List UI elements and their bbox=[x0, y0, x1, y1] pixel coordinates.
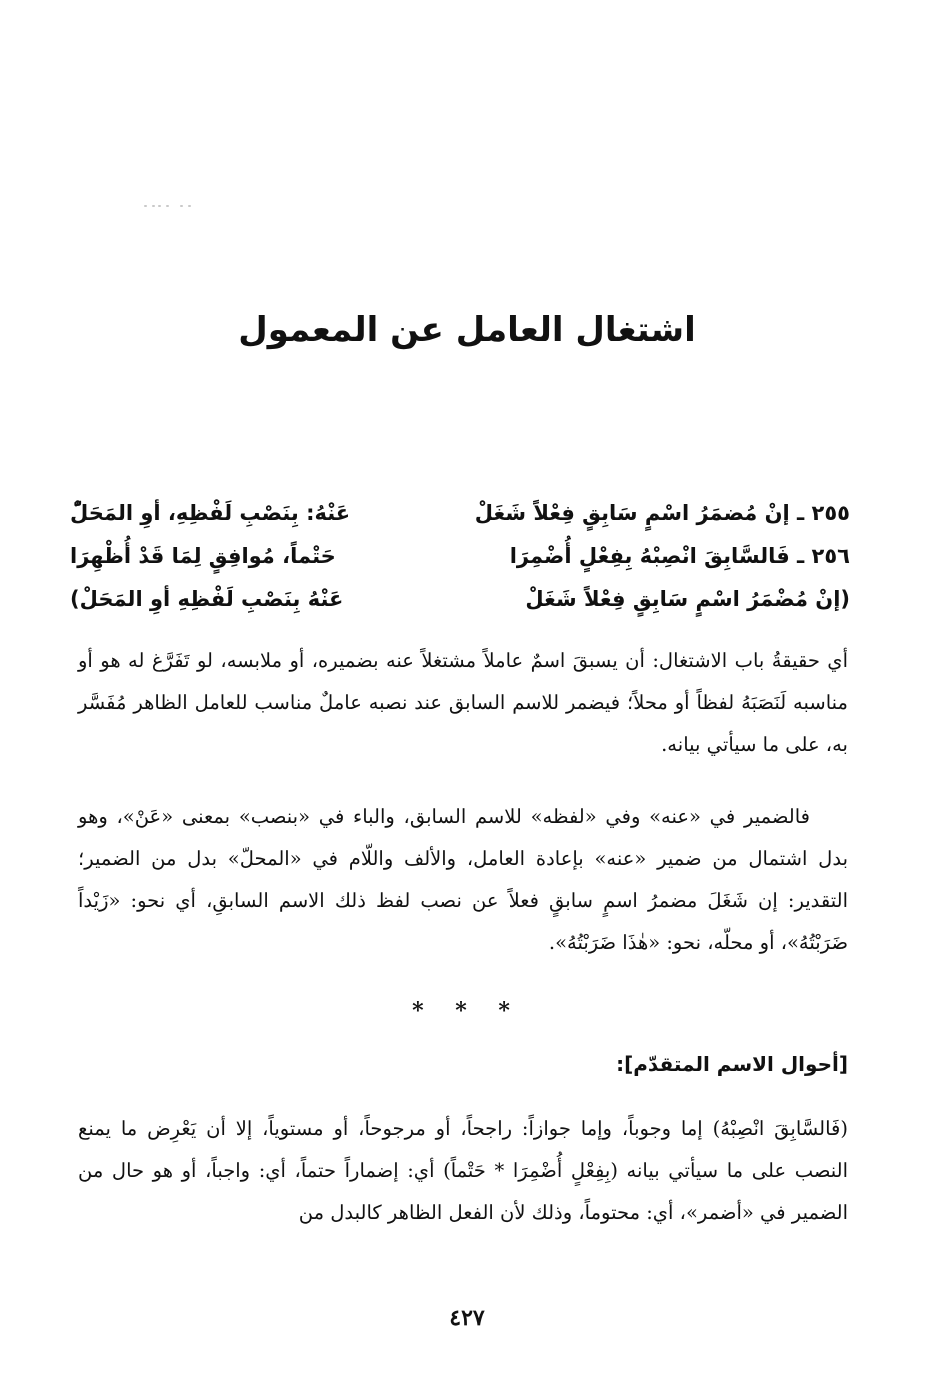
verse-second-hemistich: عَنْهُ بِنَصْبِ لَفْظِهِ أوِ المَحَلْ) bbox=[70, 587, 344, 611]
verse-second-hemistich: عَنْهُ: بِنَصْبِ لَفْظِهِ، أوِ المَحَلّْ bbox=[70, 501, 351, 525]
verse-first-hemistich: (إنْ مُضْمَرُ اسْمٍ سَابِقٍ فِعْلاً شَغَلْ bbox=[525, 587, 850, 611]
chapter-title: اشتغال العامل عن المعمول bbox=[238, 310, 696, 350]
verse-line bbox=[70, 535, 850, 578]
verse-first-hemistich: ٢٥٦ ـ فَالسَّابِقَ انْصِبْهُ بِفِعْلٍ أُضْمِرَا bbox=[509, 544, 850, 568]
section-heading: [أحوال الاسم المتقدّم]: bbox=[616, 1052, 848, 1076]
verse-block bbox=[70, 492, 850, 621]
section-separator: * * * bbox=[412, 998, 522, 1024]
verse-second-hemistich: حَتْماً، مُوافِقٍ لِمَا قَدْ أُظْهِرَا bbox=[70, 544, 336, 568]
commentary-paragraph: أي حقيقةُ باب الاشتغال: أن يسبقَ اسمٌ عاملاً مشتغلاً عنه بضميره، أو ملابسه، لو تَفَرَّغ له هو أو مناسبه لَنَصَبَهُ لفظاً أو محلاً؛ فيضمر للاسم السابق عند نصبه عاملٌ مناسب للعامل الظاهر مُفَسَّر به، على ما سيأتي بيانه. bbox=[78, 649, 848, 756]
commentary-paragraph: فالضمير في «عنه» وفي «لفظه» للاسم السابق، والباء في «بنصب» بمعنى «عَنْ»، وهو بدل اشتمال من ضمير «عنه» بإعادة العامل، والألف واللّام في «المحلّ» بدل من الضمير؛ التقدير: إن شَغَلَ مضمرُ اسمٍ سابقٍ فعلاً عن نصب لفظ ذلك الاسم السابقِ، أي نحو: «زَيْداً ضَرَبْتُهُ»، أو محلّه، نحو: «هٰذَا ضَرَبْتُهُ». bbox=[78, 805, 848, 954]
scan-artifact bbox=[140, 203, 196, 209]
verse-line bbox=[70, 492, 850, 535]
verse-line bbox=[70, 578, 850, 621]
page-number: ٤٢٧ bbox=[449, 1305, 485, 1331]
commentary-paragraph: (فَالسَّابِقَ انْصِبْهُ) إما وجوباً، وإما جوازاً: راجحاً، أو مرجوحاً، أو مستوياً، إلا أن يَعْرِض ما يمنع النصب على ما سيأتي بيانه (بِفِعْلٍ أُضْمِرَا * حَتْماً) أي: إضماراً حتماً، أي: واجباً، أو هو حال من الضمير في «أضمر»، أي: محتوماً، وذلك لأن الفعل الظاهر كالبدل من bbox=[78, 1117, 848, 1224]
verse-first-hemistich: ٢٥٥ ـ إنْ مُضمَرُ اسْمٍ سَابِقٍ فِعْلاً شَغَلْ bbox=[474, 501, 850, 525]
